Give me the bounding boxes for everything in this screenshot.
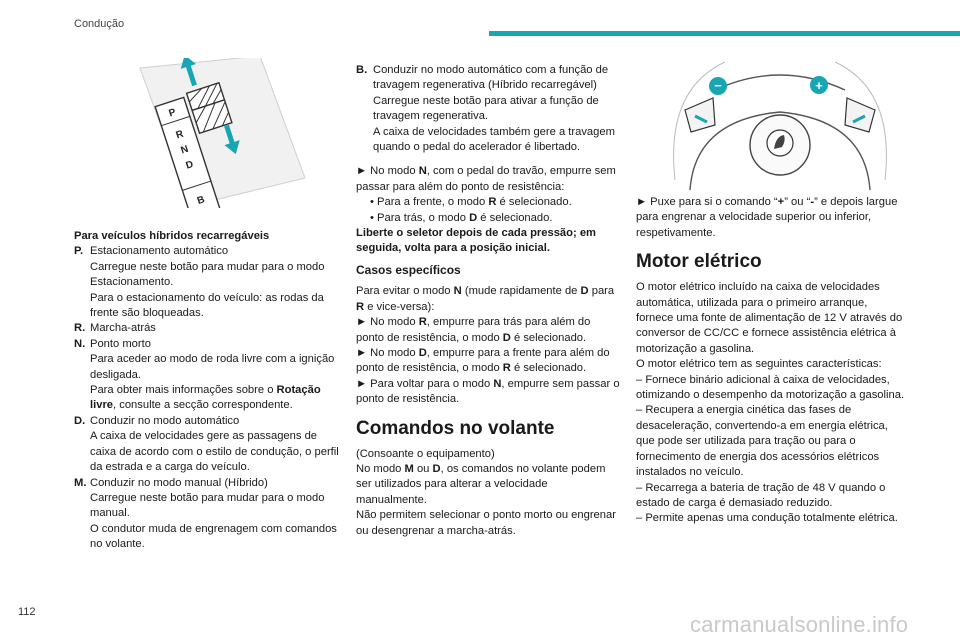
text-run: N bbox=[418, 165, 427, 178]
equipment-note: (Consoante o equipamento) bbox=[356, 447, 495, 460]
selector-key-r: R bbox=[174, 128, 185, 142]
instruction-return-n bbox=[356, 377, 621, 408]
mode-b-item bbox=[356, 63, 621, 155]
feature-item: – Recupera a energia cinética das fases de desaceleração, convertendo-a em energia elétrica, que pode ser utilizada para tração ou para o fornecimento de energia dos acessórios elétricos instalados no veículo. bbox=[636, 404, 888, 479]
text-run: R bbox=[502, 362, 511, 375]
mode-desc: Carregue neste botão para ativar a função de travagem regenerativa. bbox=[373, 94, 599, 123]
mode-r-item bbox=[74, 321, 344, 336]
selector-key-n: N bbox=[179, 143, 190, 157]
paddle-instruction bbox=[636, 195, 906, 241]
mode-desc: O condutor muda de engrenagem com comandos no volante. bbox=[90, 522, 337, 551]
mode-label: Estacionamento automático bbox=[90, 245, 229, 258]
text-run: , os comandos no volante podem ser utilizados para alterar a velocidade manualmente. bbox=[356, 462, 606, 506]
mode-label: Conduzir no modo manual (Híbrido) bbox=[90, 476, 268, 489]
bullet-forward bbox=[356, 195, 621, 210]
mode-key: M. bbox=[74, 476, 87, 489]
mode-label: Conduzir no modo automático com a função de travagem regenerativa (Híbrido recarregável) bbox=[373, 64, 609, 92]
section-title: Condução bbox=[74, 18, 125, 30]
text-run: ► Para voltar para o modo bbox=[356, 377, 494, 390]
mode-label: Marcha-atrás bbox=[90, 322, 156, 335]
text-run: No modo bbox=[356, 462, 405, 475]
mode-key: P. bbox=[74, 245, 84, 258]
text-run: D bbox=[469, 211, 478, 224]
electric-motor-heading: Motor elétrico bbox=[636, 251, 762, 273]
electric-motor-intro: O motor elétrico incluído na caixa de velocidades automática, utilizada para o primeiro arranque, fornece uma fonte de alimentação de 12 V através do conversor de CC/CC e fornece assistência elétrica à motorização a gasolina. bbox=[636, 281, 903, 355]
mode-label: Conduzir no modo automático bbox=[90, 414, 240, 427]
mode-desc: Carregue neste botão para mudar para o modo Estacionamento. bbox=[90, 260, 325, 289]
mode-key: N. bbox=[74, 337, 86, 350]
text-run: R bbox=[488, 196, 497, 209]
mode-desc: A caixa de velocidades também gere a travagem quando o pedal do acelerador é libertado. bbox=[373, 125, 615, 154]
specific-cases-heading: Casos específicos bbox=[356, 262, 461, 277]
gear-selector-illustration bbox=[110, 58, 310, 208]
text-run: ” e depois largue para engrenar a velocidade superior ou inferior, respetivamente. bbox=[636, 196, 898, 239]
text-run: , empurre para a frente para além do ponto de resistência, o modo bbox=[356, 346, 610, 375]
mode-d-item bbox=[74, 414, 344, 476]
text-run: , empurre sem passar o ponto de resistência. bbox=[356, 377, 620, 406]
mode-desc bbox=[90, 383, 344, 414]
text-run: ” ou “ bbox=[784, 196, 811, 208]
paddles-paragraph bbox=[356, 462, 621, 508]
text-run: é selecionado. bbox=[510, 362, 587, 375]
column-2 bbox=[356, 63, 621, 539]
mode-label: Ponto morto bbox=[90, 337, 151, 350]
page-number: 112 bbox=[18, 606, 36, 618]
text-run: ou bbox=[413, 462, 433, 475]
text-run: é selecionado. bbox=[477, 211, 553, 224]
watermark: carmanualsonline.info bbox=[690, 612, 909, 637]
text-run: é selecionado. bbox=[510, 331, 587, 344]
mode-key: D. bbox=[74, 414, 86, 427]
text-run: R bbox=[418, 316, 427, 329]
mode-desc: Para o estacionamento do veículo: as rodas da frente são bloqueadas. bbox=[90, 291, 324, 320]
mode-key: R. bbox=[74, 322, 86, 335]
mode-desc: Carregue neste botão para mudar para o modo manual. bbox=[90, 491, 325, 520]
text-run: é selecionado. bbox=[496, 196, 572, 209]
steering-controls-heading: Comandos no volante bbox=[356, 417, 555, 439]
text-run: + bbox=[777, 196, 785, 208]
mode-m-item bbox=[74, 476, 344, 553]
feature-item: – Permite apenas uma condução totalmente elétrica. bbox=[636, 512, 898, 525]
text-run: Para obter mais informações sobre o bbox=[90, 384, 277, 397]
hybrid-heading: Para veículos híbridos recarregáveis bbox=[74, 230, 270, 242]
text-run: N bbox=[453, 285, 462, 298]
steering-wheel-illustration bbox=[655, 50, 905, 190]
mode-p-item bbox=[74, 244, 344, 321]
avoid-n-paragraph bbox=[356, 284, 621, 315]
text-run: , consulte a secção correspondente. bbox=[113, 399, 293, 412]
text-run: R bbox=[356, 300, 365, 313]
instruction-d bbox=[356, 346, 621, 377]
column-3 bbox=[636, 195, 906, 527]
text-run: ► No modo bbox=[356, 316, 419, 329]
text-run: M bbox=[404, 462, 414, 475]
feature-item: – Fornece binário adicional à caixa de velocidades, otimizando o desempenho da motorização a gasolina. bbox=[636, 373, 905, 402]
text-run: D bbox=[502, 331, 511, 344]
text-run: - bbox=[810, 196, 815, 208]
text-run: D bbox=[432, 462, 441, 475]
instruction-r bbox=[356, 315, 621, 346]
text-run: para bbox=[588, 285, 615, 298]
selector-key-p: P bbox=[167, 106, 178, 120]
free-rotation-ref: Rotação livre bbox=[90, 384, 321, 412]
header-accent-bar bbox=[489, 31, 960, 36]
text-run: D bbox=[580, 285, 589, 298]
instruction-n bbox=[356, 164, 621, 195]
text-run: • Para trás, o modo bbox=[370, 211, 470, 224]
text-run: ► No modo bbox=[356, 346, 419, 359]
selector-key-d: D bbox=[184, 159, 195, 172]
mode-desc: A caixa de velocidades gere as passagens de caixa de acordo com o estilo de condução, o perfil da estrada e a carga do veículo. bbox=[90, 430, 339, 474]
selector-key-b: B bbox=[195, 194, 207, 207]
text-run: • Para a frente, o modo bbox=[370, 196, 489, 209]
text-run: N bbox=[493, 377, 502, 390]
bullet-back bbox=[356, 211, 621, 226]
feature-item: – Recarrega a bateria de tração de 48 V quando o estado de carga é demasiado reduzido. bbox=[636, 481, 886, 509]
text-run: ► No modo bbox=[356, 165, 419, 178]
mode-n-item bbox=[74, 337, 344, 414]
paddles-limitation: Não permitem selecionar o ponto morto ou engrenar ou desengrenar a marcha-atrás. bbox=[356, 509, 616, 537]
text-run: D bbox=[418, 346, 427, 359]
text-run: , com o pedal do travão, empurre sem passar para além do ponto de resistência: bbox=[356, 165, 616, 193]
column-1 bbox=[74, 229, 344, 553]
mode-key: B. bbox=[356, 64, 368, 76]
text-run: , empurre para trás para além do ponto de resistência, o modo bbox=[356, 316, 591, 344]
release-note: Liberte o seletor depois de cada pressão; em seguida, volta para a posição inicial. bbox=[356, 227, 596, 255]
text-run: e vice-versa): bbox=[364, 300, 435, 313]
text-run: ► Puxe para si o comando “ bbox=[636, 196, 778, 208]
electric-motor-features-intro: O motor elétrico tem as seguintes características: bbox=[636, 358, 882, 371]
text-run: (mude rapidamente de bbox=[461, 285, 581, 298]
paddle-plus-label: + bbox=[815, 78, 823, 93]
mode-desc: Para aceder ao modo de roda livre com a ignição desligada. bbox=[90, 353, 335, 381]
text-run: Para evitar o modo bbox=[356, 285, 454, 298]
paddle-minus-label: − bbox=[714, 78, 722, 93]
